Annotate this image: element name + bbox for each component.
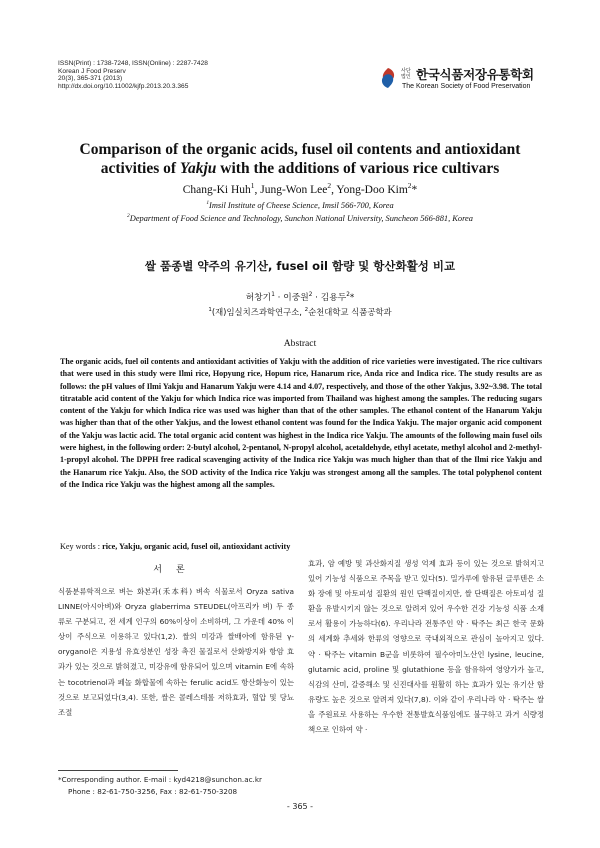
author-list: Chang-Ki Huh$^1$, Jung-Won Lee$^2$, Yong-Doo Kim$^2$* xyxy=(182,181,418,196)
author-name: Chang-Ki Huh xyxy=(182,184,251,196)
korean-affiliations: $^1$(재)임실치즈과학연구소, $^2$순천대학교 식품공학과 xyxy=(208,307,392,317)
keywords-label: Key words : xyxy=(60,542,103,551)
paper-title-line2: activities of Yakju with the additions of various rice cultivars xyxy=(100,160,500,177)
author-name: Jung-Won Lee xyxy=(260,184,328,196)
keywords-value: rice, Yakju, organic acid, fusel oil, antioxidant activity xyxy=(102,542,291,551)
corresponding-author-footnote xyxy=(58,774,298,798)
footnote-email[interactable]: *Corresponding author. E-mail : kyd4218@sunchon.ac.kr xyxy=(58,775,262,784)
journal-header xyxy=(58,60,208,90)
body-column-right: 효과, 암 예방 및 과산화지질 생성 억제 효과 등이 있는 것으로 밝혀지고 있어 기능성 식품으로 주목을 받고 있다(5). 밀가루에 함유된 글루텐은 소화 장애 및 아토피성 질환의 원인 단백질이지만, 쌀 단백질은 아토피성 질환을 유발시키지 않는 것으로 알려져 있어 우수한 건강 기능성 식품 소재로서 활용이 가능하다(6). 우리나라 전통주인 약 · 탁주는 최근 한국 문화의 세계화 추세와 한류의 영향으로 국내외적으로 관심이 높아지고 있다. 약 · 탁주는 vitamin B군을 비롯하여 필수아미노산인 lysine, leucine, glutamic acid, proline 및 glutathione 등을 함유하여 영양가가 높고, 식감의 산미, 갈증해소 및 신진대사를 원활히 하는 효과가 있는 유기산 함유량도 높은 것으로 알려져 있다(7,8). 이와 같이 우리나라 약 · 탁주는 쌀을 주원료로 사용하는 우수한 전통발효식품임에도 불구하고 과거 식량정책으로 인하여 약 · xyxy=(308,559,544,735)
journal-issn: ISSN(Print) : 1738-7248, ISSN(Online) : 2287-7428 xyxy=(58,60,208,67)
affiliation-1: $^1$Imsil Institute of Cheese Science, Imsil 566-700, Korea xyxy=(206,200,394,210)
footnote-divider xyxy=(58,770,178,771)
body-column-left: 식품분류학적으로 벼는 화본과(禾本科) 벼속 식물로서 Oryza sativa LINNE(아시아벼)와 Oryza glaberrima STEUDEL(아프리카 벼) 두 종류로 구분되고, 전 세계 인구의 60%이상이 소비하며, 그 가운데 40% 이상이 주식으로 이용하고 있다(1,2). 쌀의 미강과 쌀배아에 함유된 γ-oryganol은 지용성 유효성분인 성장 촉진 물질로서 산화방지와 항암 효과가 있는 것으로 밝혀졌고, 미강유에 함유되어 있으며 vitamin E에 속하는 tocotrienol과 페놀 화합물에 속하는 ferulic acid도 항산화능이 있는 것으로 보고되었다(3,4). 또한, 쌀은 콜레스테롤 저하효과, 혈압 및 당뇨 조절 xyxy=(58,587,294,717)
page-number: - 365 - xyxy=(286,802,314,811)
society-emblem-icon xyxy=(376,66,400,90)
journal-name: Korean J Food Preserv xyxy=(58,67,126,75)
paper-title xyxy=(40,140,560,178)
korean-author-list: 허창기$^1$ · 이중원$^2$ · 김용두$^2$* xyxy=(245,292,355,303)
society-name-en: The Korean Society of Food Preservation xyxy=(402,83,531,90)
society-prefix: 사단 법인 xyxy=(401,68,411,80)
abstract-heading: Abstract xyxy=(283,338,317,349)
journal-volume: 20(3), 365-371 (2013) xyxy=(58,75,123,83)
society-name-kr: 한국식품저장유통학회 xyxy=(416,67,534,82)
footnote-phone: Phone : 82-61-750-3256, Fax : 82-61-750-3208 xyxy=(68,787,238,796)
author-name: Yong-Doo Kim xyxy=(336,184,408,196)
keywords xyxy=(60,542,542,551)
journal-doi[interactable]: http://dx.doi.org/10.11002/kjfp.2013.20.3.365 xyxy=(58,82,189,90)
section-heading-introduction: 서론 xyxy=(153,565,199,575)
korean-title: 쌀 품종별 약주의 유기산, fusel oil 함량 및 항산화활성 비교 xyxy=(144,259,456,273)
society-logo xyxy=(376,64,548,98)
paper-title-line1: Comparison of the organic acids, fusel oil contents and antioxidant xyxy=(79,141,521,158)
affiliation-2: $^2$Department of Food Science and Technology, Sunchon National University, Suncheon 566-881, Korea xyxy=(127,213,473,223)
abstract-text: The organic acids, fuel oil contents and antioxidant activities of Yakju with the addition of rice varieties were investigated. The rice cultivars that were used in this study were Ilmi rice, Hopyung rice, Hopum rice, Hanarum rice, Anda rice and Indica rice. The study results are as follows: the pH values of Ilmi Yakju and Hanarum Yakju were 4.14 and 4.07, respectively, and those of the other Yakjus, 3.92~3.98. The total titratable acid content of the Yakju for which Indica rice was imported from Thailand was highest among the samples. The reducing sugars content of the Yakju for which Indica rice was used was higher than that of the other samples. The ethanol content of the Hanarum Yakju was higher than that of the other Yakjus, and the lowest ethanol content was found for the Indica Yakju. The major organic acid component of the Yakju was lactic acid. The total organic acid content was highest in the Indica rice Yakju. The amounts of the following main fusel oils were highest, in the following order: 2-butyl alcohol, 2-pentanol, N-propyl alcohol, acetaldehyde, ethyl acetate, methyl alcohol and 2-methyl-1-propyl alcohol. The DPPH free radical scavenging activity of the Indica rice Yakju was much higher than that of the Ilmi rice Yakju and the Hanarum rice Yakju. Also, the SOD activity of the Indica rice Yakju was strongest among all the samples. The total polyphenol content of the Indica rice Yakju was the highest among all the samples. xyxy=(60,357,542,489)
